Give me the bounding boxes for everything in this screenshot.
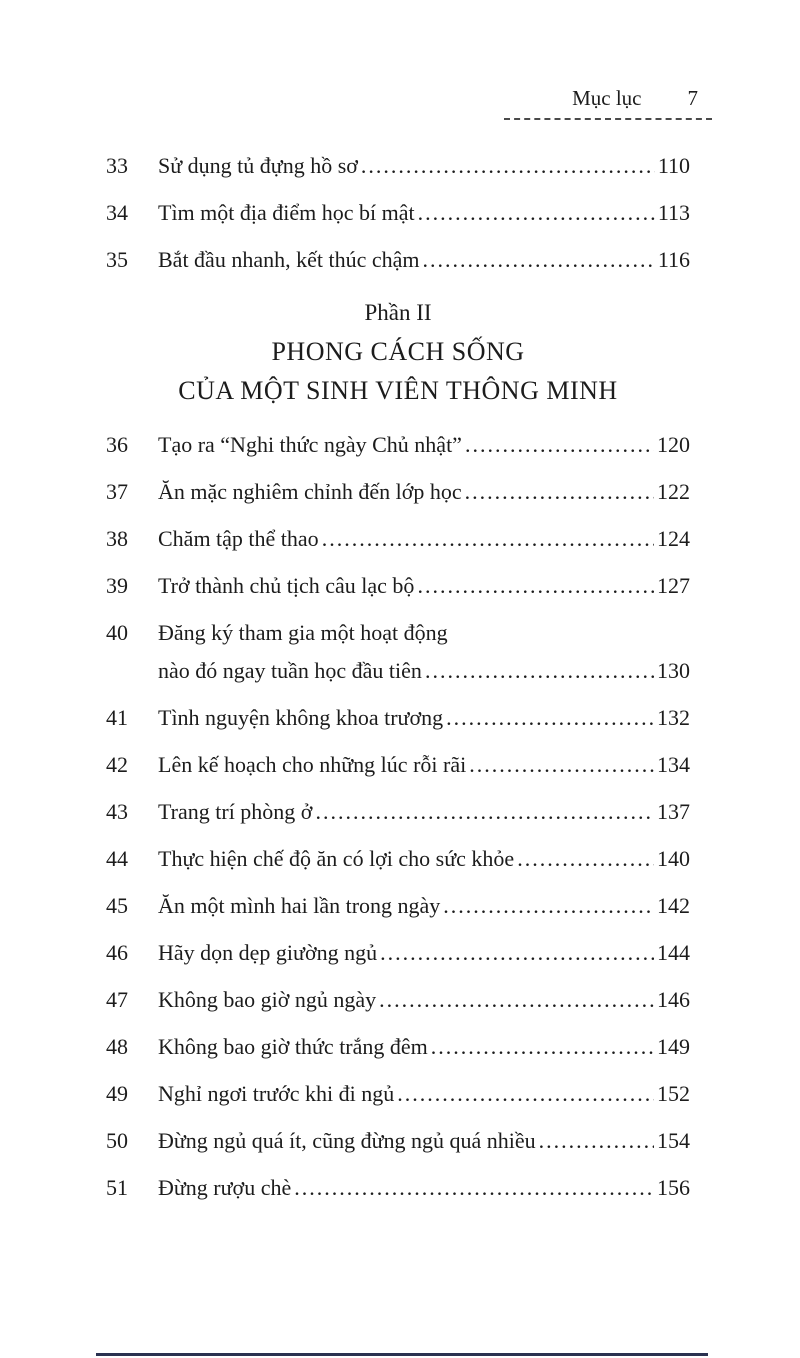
entry-number: 51 (106, 1175, 128, 1200)
entry-title: Tìm một địa điểm học bí mật (158, 200, 415, 225)
entry-number: 35 (106, 247, 128, 272)
entry-page-number: 134 (657, 752, 690, 777)
entry-page-number: 140 (657, 846, 690, 871)
entry-title: Đăng ký tham gia một hoạt động (158, 620, 448, 645)
entry-number: 39 (106, 573, 128, 598)
toc-entry (106, 704, 690, 731)
entry-number: 46 (106, 940, 128, 965)
entry-number: 33 (106, 153, 128, 178)
entry-number: 44 (106, 846, 128, 871)
toc-entry-continuation (106, 657, 690, 684)
toc-entry (106, 939, 690, 966)
entry-title: nào đó ngay tuần học đầu tiên (158, 658, 422, 683)
dot-leader (294, 1174, 654, 1201)
entry-page-number: 142 (657, 893, 690, 918)
section-heading-line: Phần II (364, 300, 432, 325)
dot-leader (431, 1033, 654, 1060)
toc-entry (106, 431, 690, 458)
entry-title: Thực hiện chế độ ăn có lợi cho sức khỏe (158, 846, 515, 871)
entry-title: Trở thành chủ tịch câu lạc bộ (158, 573, 415, 598)
dot-leader (465, 431, 654, 458)
entry-title: Hãy dọn dẹp giường ngủ (158, 940, 378, 965)
entry-page-number: 154 (657, 1128, 690, 1153)
toc-entry (106, 1033, 690, 1060)
toc-entry (106, 986, 690, 1013)
entry-title: Ăn mặc nghiêm chỉnh đến lớp học (158, 479, 462, 504)
dot-leader (443, 892, 654, 919)
entry-page-number: 152 (657, 1081, 690, 1106)
entry-number: 40 (106, 620, 128, 645)
toc-entry (106, 246, 690, 273)
entry-number: 43 (106, 799, 128, 824)
toc-entry (106, 1080, 690, 1107)
dot-leader (465, 478, 654, 505)
page-number: 7 (687, 86, 698, 110)
toc-entry (106, 892, 690, 919)
entry-title: Ăn một mình hai lần trong ngày (158, 893, 441, 918)
dot-leader (361, 152, 655, 179)
entry-page-number: 144 (657, 940, 690, 965)
dot-leader (417, 572, 654, 599)
entry-page-number: 122 (657, 479, 690, 504)
entry-number: 50 (106, 1128, 128, 1153)
entry-page-number: 127 (657, 573, 690, 598)
page-header-row (572, 86, 712, 111)
entry-title: Đừng rượu chè (158, 1175, 292, 1200)
entry-title: Bắt đầu nhanh, kết thúc chậm (158, 247, 420, 272)
toc-entry (106, 572, 690, 599)
entry-page-number: 124 (657, 526, 690, 551)
entry-title: Không bao giờ ngủ ngày (158, 987, 377, 1012)
entry-page-number: 113 (657, 200, 690, 225)
entry-title: Tình nguyện không khoa trương (158, 705, 444, 730)
dashed-rule (504, 118, 712, 120)
dot-leader (469, 751, 654, 778)
dot-leader (517, 845, 654, 872)
entry-title: Đừng ngủ quá ít, cũng đừng ngủ quá nhiều (158, 1128, 536, 1153)
entry-page-number: 120 (657, 432, 690, 457)
entry-page-number: 130 (657, 658, 690, 683)
dot-leader (380, 939, 654, 966)
entry-title: Sử dụng tủ đựng hồ sơ (158, 153, 358, 178)
entry-title: Chăm tập thể thao (158, 526, 319, 551)
bottom-edge-line (96, 1353, 708, 1356)
entry-page-number: 146 (657, 987, 690, 1012)
entry-title: Tạo ra “Nghi thức ngày Chủ nhật” (158, 432, 462, 457)
entry-number: 37 (106, 479, 128, 504)
toc-entry (106, 798, 690, 825)
dot-leader (397, 1080, 654, 1107)
entry-number: 38 (106, 526, 128, 551)
entry-page-number: 110 (657, 153, 690, 178)
dot-leader (418, 199, 655, 226)
toc-entry (106, 845, 690, 872)
entry-title: Không bao giờ thức trắng đêm (158, 1034, 428, 1059)
entry-page-number: 132 (657, 705, 690, 730)
page-header-title: Mục lục (572, 86, 642, 110)
entry-number: 42 (106, 752, 128, 777)
dot-leader (539, 1127, 654, 1154)
toc-entry (106, 478, 690, 505)
section-heading (106, 300, 690, 406)
toc-entry (106, 619, 690, 646)
entry-number: 48 (106, 1034, 128, 1059)
entry-number: 47 (106, 987, 128, 1012)
entry-number: 34 (106, 200, 128, 225)
entry-title: Lên kế hoạch cho những lúc rỗi rãi (158, 752, 467, 777)
entry-page-number: 156 (657, 1175, 690, 1200)
dot-leader (422, 246, 654, 273)
entry-title: Trang trí phòng ở (158, 799, 313, 824)
dot-leader (315, 798, 654, 825)
entry-title: Nghỉ ngơi trước khi đi ngủ (158, 1081, 395, 1106)
section-heading-line: CỦA MỘT SINH VIÊN THÔNG MINH (178, 376, 618, 405)
entry-number: 41 (106, 705, 128, 730)
page-header (504, 86, 712, 120)
dot-leader (446, 704, 654, 731)
entry-number: 36 (106, 432, 128, 457)
entry-number: 45 (106, 893, 128, 918)
toc-entry (106, 1174, 690, 1201)
entry-page-number: 137 (657, 799, 690, 824)
toc-entry (106, 751, 690, 778)
entry-page-number: 149 (657, 1034, 690, 1059)
toc-entry (106, 1127, 690, 1154)
dot-leader (425, 657, 654, 684)
toc-entry (106, 152, 690, 179)
entry-number: 49 (106, 1081, 128, 1106)
dot-leader (379, 986, 654, 1013)
dot-leader (322, 525, 654, 552)
toc-entry (106, 199, 690, 226)
section-heading-line: PHONG CÁCH SỐNG (271, 337, 525, 366)
toc-entry (106, 525, 690, 552)
entry-page-number: 116 (657, 247, 690, 272)
